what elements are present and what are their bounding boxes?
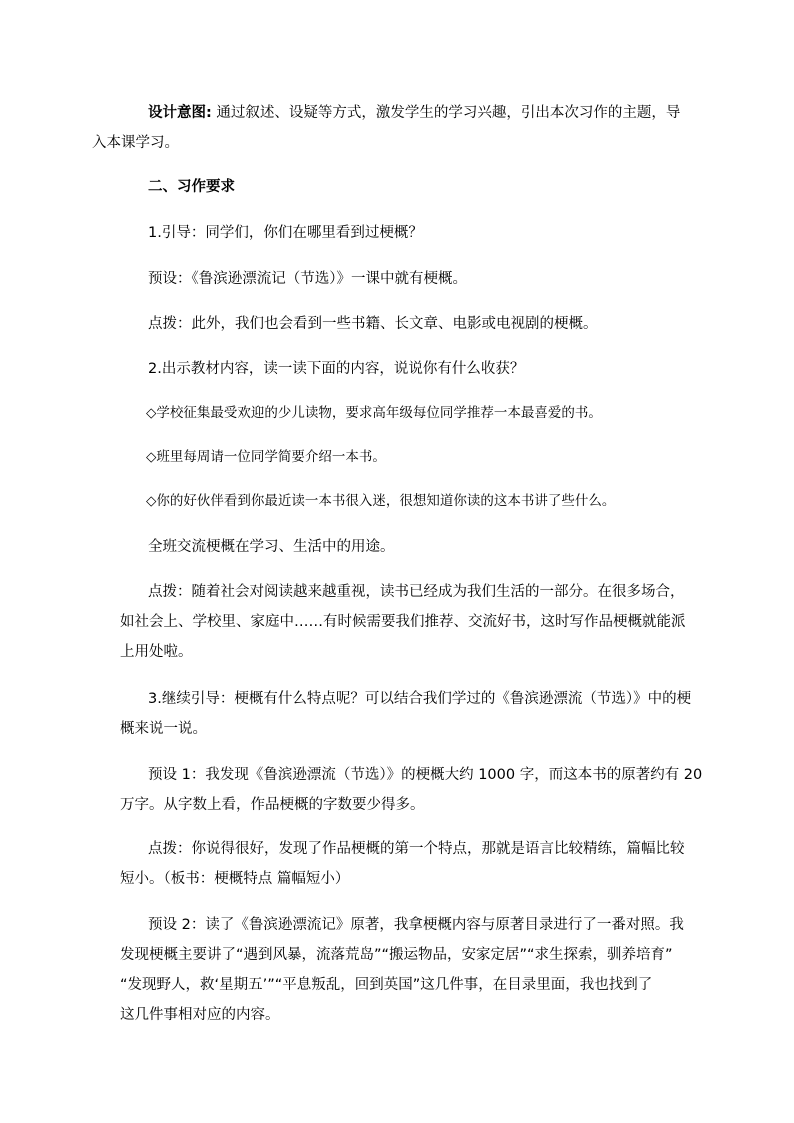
hint-2-line1: 点拨：随着社会对阅读越来越重视，读书已经成为我们生活的一部分。在很多场合， (148, 584, 685, 600)
design-intent-text-line1: 通过叙述、设疑等方式，激发学生的学习兴趣，引出本次习作的主题，导 (211, 105, 681, 121)
preset-answer-2-paragraph (120, 760, 703, 820)
guide-question-1: 1.引导：同学们，你们在哪里看到过梗概？ (148, 225, 423, 241)
bullet-item-3: ◇你的好伙伴看到你最近读一本书很入迷，很想知道你读的这本书讲了些什么。 (146, 493, 616, 509)
preset-answer-2-line1: 预设 1：我发现《鲁滨逊漂流（节选）》的梗概大约 1000 字，而这本书的原著约有 20 (148, 767, 703, 783)
preset-answer-3-line4: 这几件事相对应的内容。 (120, 1007, 280, 1023)
hint-3-line2: 短小。（板书：梗概特点 篇幅短小） (120, 871, 350, 887)
guide-question-3-line1: 3.继续引导：梗概有什么特点呢？可以结合我们学过的《鲁滨逊漂流（节选）》中的梗 (148, 691, 692, 707)
hint-2-line3: 上用处啦。 (120, 644, 193, 660)
preset-answer-3-line1: 预设 2：读了《鲁滨逊漂流记》原著，我拿梗概内容与原著目录进行了一番对照。我 (148, 917, 684, 933)
preset-answer-1: 预设：《鲁滨逊漂流记（节选）》一课中就有梗概。 (148, 271, 467, 287)
hint-1: 点拨：此外，我们也会看到一些书籍、长文章、电影或电视剧的梗概。 (148, 316, 598, 332)
section-heading: 二、习作要求 (148, 179, 235, 195)
hint-3-paragraph (120, 834, 685, 894)
bullet-item-1: ◇学校征集最受欢迎的少儿读物，要求高年级每位同学推荐一本最喜爱的书。 (146, 405, 602, 421)
bullet-item-2: ◇班里每周请一位同学简要介绍一本书。 (146, 449, 386, 465)
preset-answer-3-paragraph (120, 910, 684, 1030)
design-intent-label: 设计意图: (148, 105, 212, 121)
hint-3-line1: 点拨：你说得很好，发现了作品梗概的第一个特点，那就是语言比较精练，篇幅比较 (148, 841, 685, 857)
class-discussion: 全班交流梗概在学习、生活中的用途。 (148, 539, 395, 555)
guide-question-3-paragraph (120, 684, 692, 744)
design-intent-paragraph (92, 98, 681, 158)
hint-2-paragraph (120, 577, 686, 667)
design-intent-text-line2: 入本课学习。 (92, 135, 179, 151)
preset-answer-3-line3: “发现野人，救‘星期五’”“平息叛乱，回到英国”这几件事，在目录里面，我也找到了 (120, 977, 653, 993)
hint-2-line2: 如社会上、学校里、家庭中……有时候需要我们推荐、交流好书，这时写作品梗概就能派 (120, 614, 686, 630)
guide-question-3-line2: 概来说一说。 (120, 721, 207, 737)
guide-question-2: 2.出示教材内容，读一读下面的内容，说说你有什么收获？ (148, 361, 525, 377)
preset-answer-2-line2: 万字。从字数上看，作品梗概的字数要少得多。 (120, 797, 425, 813)
preset-answer-3-line2: 发现梗概主要讲了“遇到风暴，流落荒岛”“搬运物品，安家定居”“求生探索，驯养培育” (120, 947, 673, 963)
